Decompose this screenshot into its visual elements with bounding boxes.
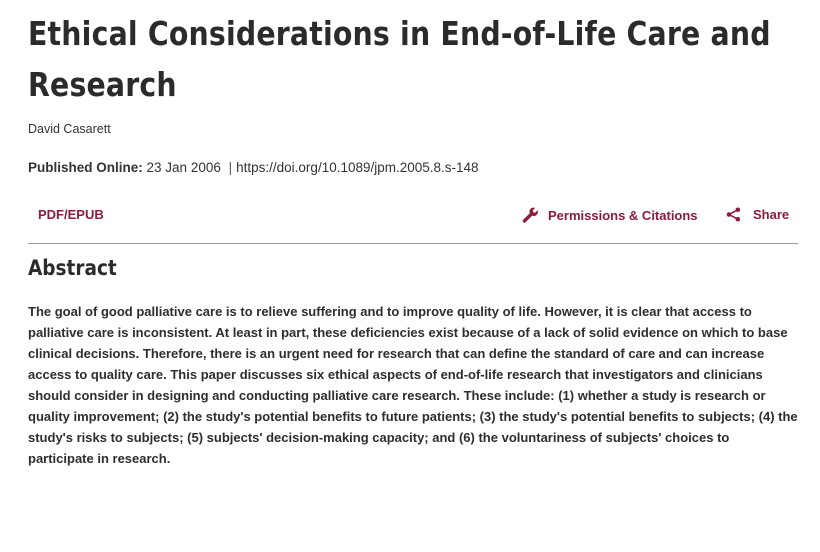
abstract-text: The goal of good palliative care is to relieve suffering and to improve quality of life. However, it is clear that access to palliative care is inconsistent. At least in part, these deficiencies exist because of a lack of solid evidence on which to base clinical decisions. Therefore, there is an urgent need for research that can define the standard of care and can increase access to quality care. This paper discusses six ethical aspects of end-of-life research that investigators and clinicians should consider in designing and conducting palliative care research. These include: (1) whether a study is research or quality improvement; (2) the study's potential benefits to future patients; (3) the study's potential benefits to subjects; (4) the study's risks to subjects; (5) subjects' decision-making capacity; and (6) the voluntariness of subjects' choices to participate in research. <box>28 304 798 466</box>
article-title: Ethical Considerations in End-of-Life Care and Research <box>28 14 771 104</box>
article-page <box>28 0 798 466</box>
share-icon <box>726 207 741 222</box>
pdf-epub-link[interactable]: PDF/EPUB <box>38 207 104 222</box>
author-name[interactable]: David Casarett <box>28 122 111 136</box>
doi-link[interactable]: https://doi.org/10.1089/jpm.2005.8.s-148 <box>236 160 479 175</box>
share-button[interactable] <box>726 207 789 222</box>
article-actions-bar <box>28 205 798 227</box>
section-divider <box>28 243 798 244</box>
share-label: Share <box>753 207 790 222</box>
permissions-citations-button[interactable] <box>522 207 698 223</box>
wrench-icon <box>522 207 539 223</box>
info-separator: | <box>228 160 233 175</box>
abstract-heading: Abstract <box>28 256 117 280</box>
published-label: Published Online: <box>28 160 143 175</box>
publication-info <box>28 160 479 175</box>
permissions-citations-label: Permissions & Citations <box>548 207 698 223</box>
published-date: 23 Jan 2006 <box>146 160 221 175</box>
